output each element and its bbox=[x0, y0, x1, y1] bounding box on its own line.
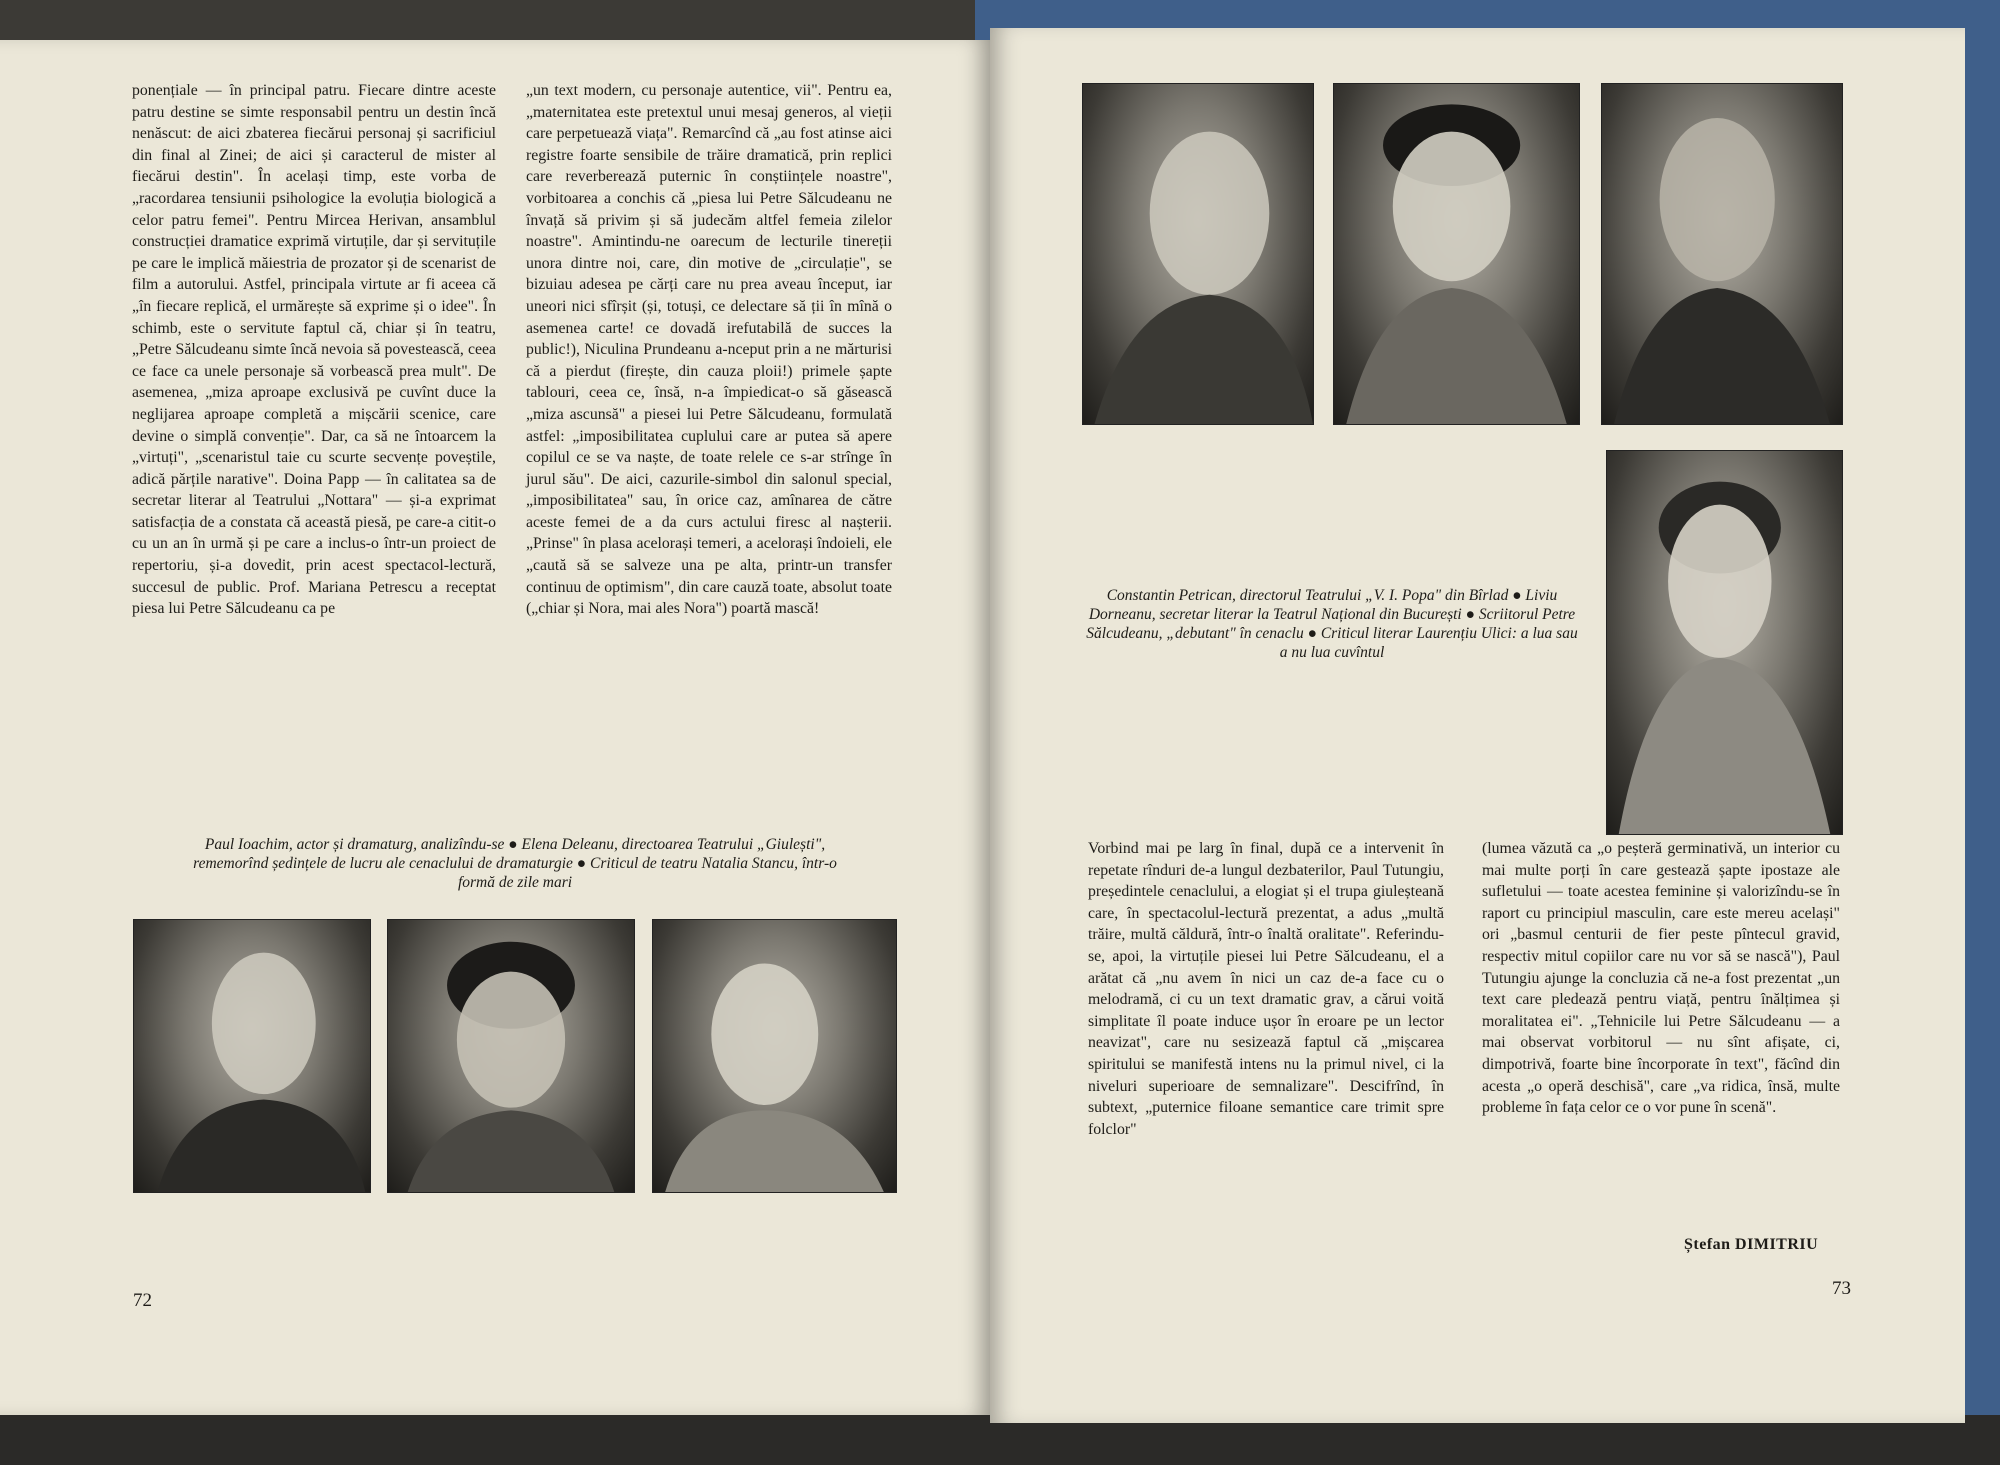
right-photo-caption: Constantin Petrican, directorul Teatrului „V. I. Popa" din Bîrlad ● Liviu Dorneanu, secretar literar la Teatrul Național din București ● Scriitorul Petre Sălcudeanu, „debutant" în cenaclu ● Criticul literar Laurențiu Ulici: a lua sau a nu lua cuvîntul bbox=[1086, 587, 1578, 661]
portrait-photo-icon bbox=[1334, 84, 1579, 424]
photo-paul-ioachim bbox=[133, 919, 371, 1193]
page-number-left: 72 bbox=[133, 1290, 152, 1311]
left-column-2 bbox=[526, 80, 892, 620]
portrait-photo-icon bbox=[1083, 84, 1313, 424]
photo-laurentiu-ulici bbox=[1606, 450, 1843, 835]
photo-liviu-dorneanu bbox=[1333, 83, 1580, 425]
right-column-1-text: Vorbind mai pe larg în final, după ce a intervenit în repetate rînduri de-a lungul dezbaterilor, Paul Tutungiu, președintele cenaclului, a elogiat și el trupa giuleșteană care, în spectacolul-lectură prezentat, a adus „multă trăire, multă căldură, într-o înaltă oralitate". Referindu-se, apoi, la virtuțile piesei lui Petre Sălcudeanu, el a arătat că „nu avem în nici un caz de-a face cu o melodramă, ci cu un text dramatic grav, a cărui voită simplitate îl poate induce ușor în eroare pe un lector neavizat", care nu sesizează faptul că „mișcarea spiritului se manifestă intens nu la primul nivel, ci la niveluri superioare de semnalizare". Descifrînd, în subtext, „puternice filoane semantice care trimit spre folclor" bbox=[1088, 840, 1444, 1138]
photo-petre-salcudeanu bbox=[1601, 83, 1843, 425]
left-page bbox=[0, 40, 990, 1415]
photo-constantin-petrican bbox=[1082, 83, 1314, 425]
portrait-photo-icon bbox=[1602, 84, 1842, 424]
photo-natalia-stancu bbox=[652, 919, 897, 1193]
author-signature: Ștefan DIMITRIU bbox=[1684, 1236, 1819, 1253]
left-column-2-text: „un text modern, cu personaje autentice, vii". Pentru ea, „maternitatea este pretextul unui mesaj generos, al vieții care perpetuează viața". Remarcînd că „au fost atinse aici registre foarte sensibile de trăire dramatică, prin replici care reverberează puternic în conștiințele noastre", vorbitoarea a conchis că „piesa lui Petre Sălcudeanu ne învață să privim și să judecăm altfel femeia zilelor noastre". Amintindu-ne oarecum de lecturile tinereții unora dintre noi, care, din motive de „circulație", se bizuiau adesea pe cărți care nu prea aveau început, iar uneori nici sfîrșit (și, totuși, ce delectare să ții în mînă o asemenea carte! ce dovadă irefutabilă de succes la public!), Niculina Prundeanu a-nceput prin a ne mărturisi că a pierdut (firește, din cauza ploii!) primele șapte tablouri, ceea ce, însă, n-a împiedicat-o să găsească „miza ascunsă" a piesei lui Petre Sălcudeanu, formulată astfel: „imposibilitatea cuplului care ar putea să apere copilul ce se va naște, de toate relele ce s-ar strînge în jurul său". De aici, cazurile-simbol din salonul special, „imposibilitatea" sau, în orice caz, amînarea de către aceste femei de a da curs actului firesc al nașterii. „Prinse" în plasa acelorași temeri, a acelorași îndoieli, ele „caută să se salveze una pe alta, printr-un transfer continuu de optimism", din care cauză toate, absolut toate („chiar și Nora, mai ales Nora") poartă mască! bbox=[526, 82, 892, 618]
page-number-right: 73 bbox=[1832, 1278, 1851, 1299]
right-column-1 bbox=[1088, 838, 1444, 1140]
left-column-1-text: ponențiale — în principal patru. Fiecare dintre aceste patru destine se simte responsabil pentru un destin încă nenăscut: de aici zbaterea fiecărui personaj și sacrificiul din final al Zinei; de aici și caracterul de mister al fiecărui destin". În același timp, este vorba de „racordarea tensiunii psihologice la evoluția biologică a celor patru femei". Pentru Mircea Herivan, ansamblul construcției dramatice exprimă virtuțile, dar și servituțile pe care le implică măiestria de prozator și de scenarist de film a autorului. Astfel, principala virtute ar fi aceea că „în fiecare replică, el urmărește să exprime și o idee". În schimb, este o servitute faptul că, chiar și în teatru, „Petre Sălcudeanu simte încă nevoia să povestească, ceea ce face ca unele personaje să vorbească prea mult". De asemenea, „miza aproape exclusivă pe cuvînt duce la neglijarea aproape completă a mișcării scenice, care devine o simplă convenție". Dar, ca să ne întoarcem la „virtuți", „scenaristul taie cu scurte secvențe poveștile, adică părțile narative". Doina Papp — în calitatea sa de secretar literar al Teatrului „Nottara" — și-a exprimat satisfacția de a constata că această piesă, pe care-a citit-o cu un an în urmă și pe care a inclus-o într-un proiect de repertoriu, și-a dovedit, prin acest spectacol-lectură, succesul de public. Prof. Mariana Petrescu a receptat piesa lui Petre Sălcudeanu ca pe bbox=[132, 82, 496, 618]
left-column-1 bbox=[132, 80, 496, 620]
right-column-2-text: (lumea văzută ca „o peșteră germinativă, un interior cu mai multe porți în care gestează șapte ipostaze ale sufletului — toate acestea feminine și valorizîndu-se în raport cu principiul masculin, care este mereu același" ori „basmul centurii de fier peste pîntecul gravid, respectiv mitul copiilor care nu vor să se nască"), Paul Tutungiu ajunge la concluzia că ne-a fost prezentat „un text care pledează pentru viață, pentru înălțimea și moralitatea ei". „Tehnicile lui Petre Sălcudeanu — a mai observat vorbitorul — nu sînt afișate, ci, dimpotrivă, foarte bine încorporate în text", făcînd din acesta „o operă deschisă", care „va ridica, însă, multe probleme în fața celor ce o vor pune în scenă". bbox=[1482, 840, 1840, 1117]
right-page bbox=[990, 28, 1965, 1423]
portrait-photo-icon bbox=[388, 920, 634, 1192]
right-column-2 bbox=[1482, 838, 1840, 1119]
portrait-photo-icon bbox=[653, 920, 896, 1192]
portrait-photo-icon bbox=[134, 920, 370, 1192]
left-photo-caption: Paul Ioachim, actor și dramaturg, analizîndu-se ● Elena Deleanu, directoarea Teatrului „Giulești", rememorînd ședințele de lucru ale cenaclului de dramaturgie ● Criticul de teatru Natalia Stancu, într-o formă de zile mari bbox=[193, 836, 837, 891]
photo-elena-deleanu bbox=[387, 919, 635, 1193]
portrait-photo-icon bbox=[1607, 451, 1842, 834]
